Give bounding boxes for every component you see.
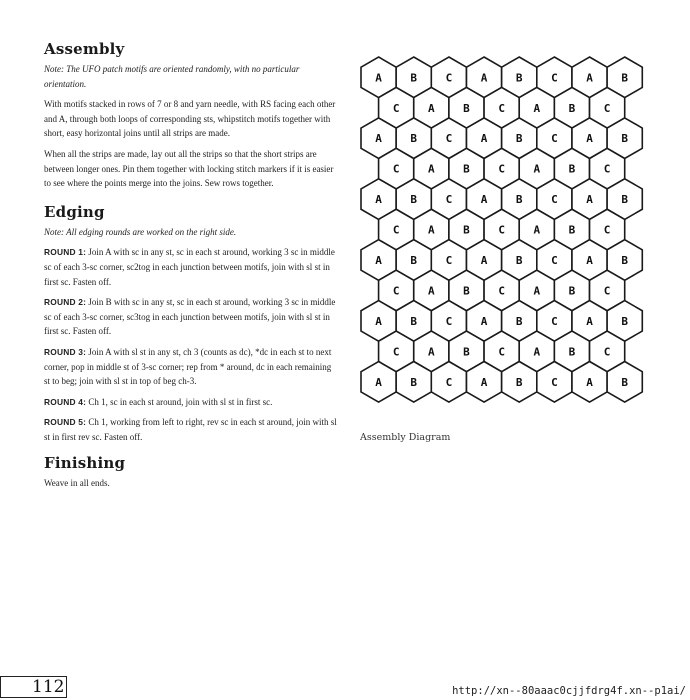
hex-label: A [480, 375, 488, 389]
assembly-note: Note: The UFO patch motifs are oriented randomly, with no particular orientation. [44, 64, 300, 89]
round-3-text: Join A with sl st in any st, ch 3 (counts as dc), *dc in each st to next corner, pop in middle st of 3-sc corner; rep from * around, dc in each remaining st to beg; join with sl st in top of beg ch-3. [44, 346, 332, 387]
assembly-diagram [360, 56, 665, 426]
hex-label: B [568, 162, 576, 176]
hex-label: C [392, 101, 400, 115]
round-2-label: ROUND 2: [44, 297, 87, 308]
page-number: 112 [32, 677, 65, 697]
hex-label: B [410, 314, 418, 328]
hex-label: A [586, 254, 593, 267]
round-1-text: Join A with sc in any st, sc in each st around, working 3 sc in middle sc of each 3-sc corner, sc2tog in each junction between motifs, join with sl st in first sc. Fasten off. [44, 247, 335, 287]
hex-label: A [428, 345, 435, 359]
hex-label: A [428, 162, 435, 176]
hex-label: A [533, 101, 541, 115]
hex-label: C [603, 345, 611, 359]
hex-label: C [392, 345, 400, 359]
hex-label: B [463, 162, 470, 176]
diagram-caption: Assembly Diagram [360, 432, 451, 443]
round-3-label: ROUND 3: [44, 346, 87, 357]
hex-label: C [445, 193, 453, 207]
round-5-label: ROUND 5: [44, 417, 87, 428]
hex-label: C [551, 193, 558, 207]
hex-label: A [533, 162, 541, 176]
hex-label: C [445, 375, 453, 389]
hex-label: A [480, 314, 488, 328]
hex-label: B [621, 132, 629, 146]
hex-label: A [375, 375, 382, 389]
hex-label: A [375, 193, 382, 207]
hex-label: C [445, 132, 453, 146]
assembly-paragraph-2: When all the strips are made, lay out all the strips so that the short strips are between longer ones. Pin them together with locking stitch markers if it is easier to see where the points merge into the joins. Sew rows together. [44, 148, 334, 189]
hex-label: A [533, 345, 541, 359]
round-1-label: ROUND 1: [44, 247, 87, 258]
hex-label: C [392, 162, 400, 176]
hex-label: A [428, 101, 435, 115]
hex-label: B [568, 284, 576, 298]
text-column [44, 40, 338, 491]
hex-label: A [586, 132, 593, 146]
hex-label: B [463, 101, 470, 115]
hex-label: B [463, 223, 470, 237]
hex-label: B [410, 71, 418, 85]
finishing-text: Weave in all ends. [44, 478, 110, 489]
hex-label: B [410, 375, 418, 389]
hex-label: C [551, 375, 558, 389]
hex-label: B [621, 193, 629, 207]
hex-label: A [533, 284, 541, 298]
hex-label: C [498, 162, 505, 176]
hex-label: C [445, 71, 453, 85]
hex-label: A [586, 193, 593, 207]
hex-label: B [410, 132, 418, 146]
hex-label: A [375, 254, 382, 267]
hex-label: C [603, 162, 611, 176]
round-4-label: ROUND 4: [44, 396, 87, 407]
hex-label: A [480, 71, 488, 85]
hex-label: A [428, 284, 435, 298]
hex-label: A [480, 254, 488, 267]
hex-label: B [515, 375, 523, 389]
hex-label: B [515, 254, 523, 267]
hex-label: C [498, 284, 505, 298]
hex-label: C [392, 223, 400, 237]
round-2 [44, 295, 338, 339]
hex-label: A [375, 71, 382, 85]
hex-label: C [551, 254, 558, 267]
hex-label: B [621, 314, 629, 328]
hex-label: B [515, 71, 523, 85]
edging-heading: Edging [44, 202, 105, 221]
hex-label: B [568, 223, 576, 237]
finishing-heading: Finishing [44, 454, 126, 473]
hex-label: A [533, 223, 541, 237]
hex-label: B [463, 345, 470, 359]
round-5-text: Ch 1, working from left to right, rev sc in each st around, join with sl st in first rev sc. Fasten off. [44, 417, 337, 442]
assembly-paragraph-1: With motifs stacked in rows of 7 or 8 and yarn needle, with RS facing each other and A, through both loops of corresponding sts, whipstitch motifs together with short, easy horizontal joins until all strips are made. [44, 99, 336, 139]
hex-label: A [375, 132, 382, 146]
hex-label: A [586, 314, 593, 328]
hex-label: C [392, 284, 400, 298]
hex-label: B [568, 101, 576, 115]
hex-label: A [375, 314, 382, 328]
hex-label: C [445, 314, 453, 328]
hex-label: C [498, 223, 505, 237]
hex-label: B [463, 284, 470, 298]
hex-label: C [603, 223, 611, 237]
hex-label: B [621, 254, 629, 267]
hex-label: C [445, 254, 453, 267]
hex-label: C [551, 314, 558, 328]
hex-label: A [428, 223, 435, 237]
round-2-text: Join B with sc in any st, sc in each st around, working 3 sc in middle sc of each 3-sc corner, sc3tog in each junction between motifs, join with sl st in first sc. Fasten off. [44, 297, 336, 337]
hex-label: B [568, 345, 576, 359]
hex-label: C [603, 284, 611, 298]
hex-label: B [621, 375, 629, 389]
hex-label: A [586, 375, 593, 389]
round-4-text: Ch 1, sc in each st around, join with sl st in first sc. [88, 396, 273, 407]
hex-label: B [410, 254, 418, 267]
round-4 [44, 395, 338, 410]
hex-label: B [515, 193, 523, 207]
hex-label: C [551, 132, 558, 146]
hex-label: B [515, 132, 523, 146]
hex-label: C [603, 101, 611, 115]
hex-label: A [480, 193, 488, 207]
hex-label: A [586, 71, 593, 85]
round-3 [44, 345, 338, 389]
hex-label: C [498, 345, 505, 359]
hex-label: C [551, 71, 558, 85]
assembly-heading: Assembly [44, 40, 125, 58]
hex-label: B [410, 193, 418, 207]
source-url: http://xn--80aaac0cjjfdrg4f.xn--p1ai/ [452, 685, 686, 697]
hex-label: C [498, 101, 505, 115]
edging-note: Note: All edging rounds are worked on the right side. [44, 226, 237, 237]
round-5 [44, 415, 338, 444]
round-1 [44, 245, 338, 289]
hex-label: A [480, 132, 488, 146]
hex-label: B [515, 314, 523, 328]
hex-label: B [621, 71, 629, 85]
